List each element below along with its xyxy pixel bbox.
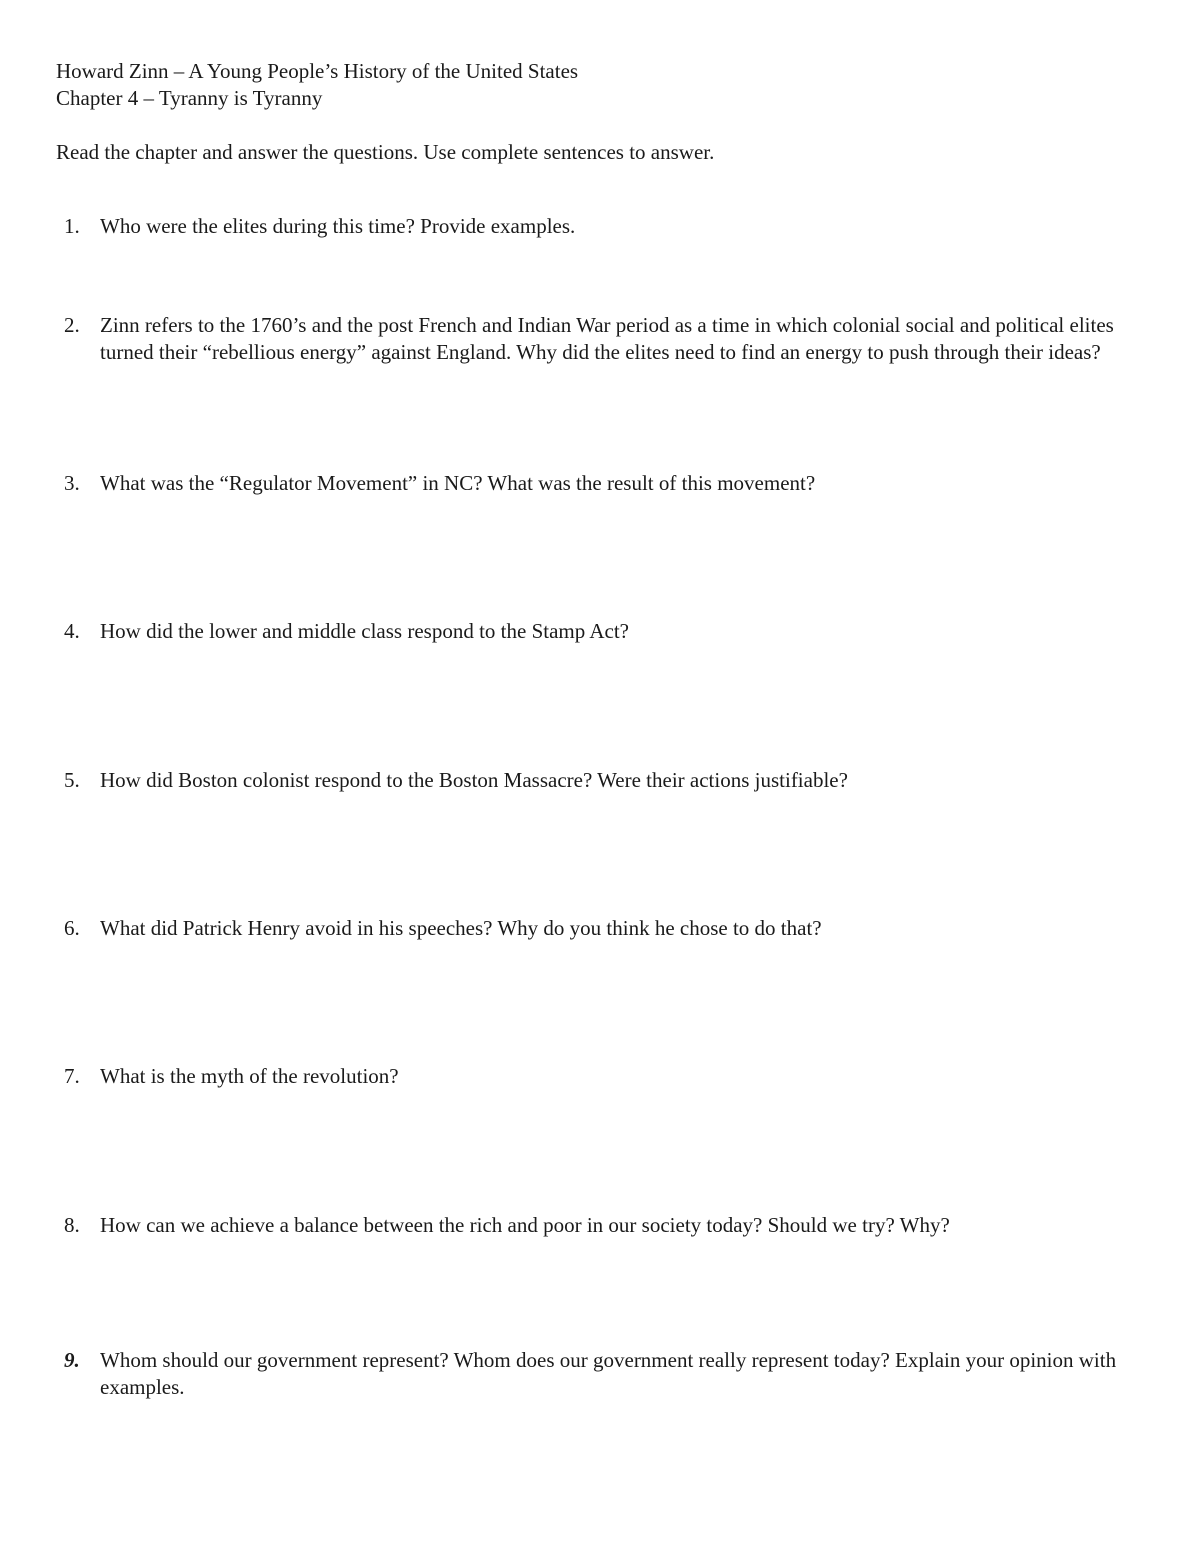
question-text: How did the lower and middle class respond to the Stamp Act? [100,619,629,643]
question-text: What is the myth of the revolution? [100,1064,399,1088]
question-number: 6. [64,916,80,940]
question-text: Zinn refers to the 1760’s and the post French and Indian War period as a time in which colonial social and political elites turned their “rebellious energy” against England. Why did the elites need to find an energy to push through their ideas? [100,313,1114,364]
question-number: 4. [64,619,80,643]
question-text: What did Patrick Henry avoid in his speeches? Why do you think he chose to do that? [100,916,822,940]
question-number: 1. [64,214,80,238]
question-number: 8. [64,1213,80,1237]
instructions: Read the chapter and answer the questions. Use complete sentences to answer. [56,140,715,164]
document-title: Howard Zinn – A Young People’s History of the United States [56,59,579,83]
question-number: 5. [64,768,80,792]
question-text: How can we achieve a balance between the rich and poor in our society today? Should we try? Why? [100,1213,950,1237]
question-text: What was the “Regulator Movement” in NC? What was the result of this movement? [100,471,816,495]
question-text: Whom should our government represent? Whom does our government really represent today? Explain your opinion with examples. [100,1348,1117,1399]
question-number: 3. [64,471,80,495]
question-text: How did Boston colonist respond to the Boston Massacre? Were their actions justifiable? [100,768,848,792]
question-number: 7. [64,1064,80,1088]
question-number: 9. [64,1348,80,1372]
question-number: 2. [64,313,80,337]
chapter-title: Chapter 4 – Tyranny is Tyranny [56,86,323,110]
question-text: Who were the elites during this time? Provide examples. [100,214,576,238]
